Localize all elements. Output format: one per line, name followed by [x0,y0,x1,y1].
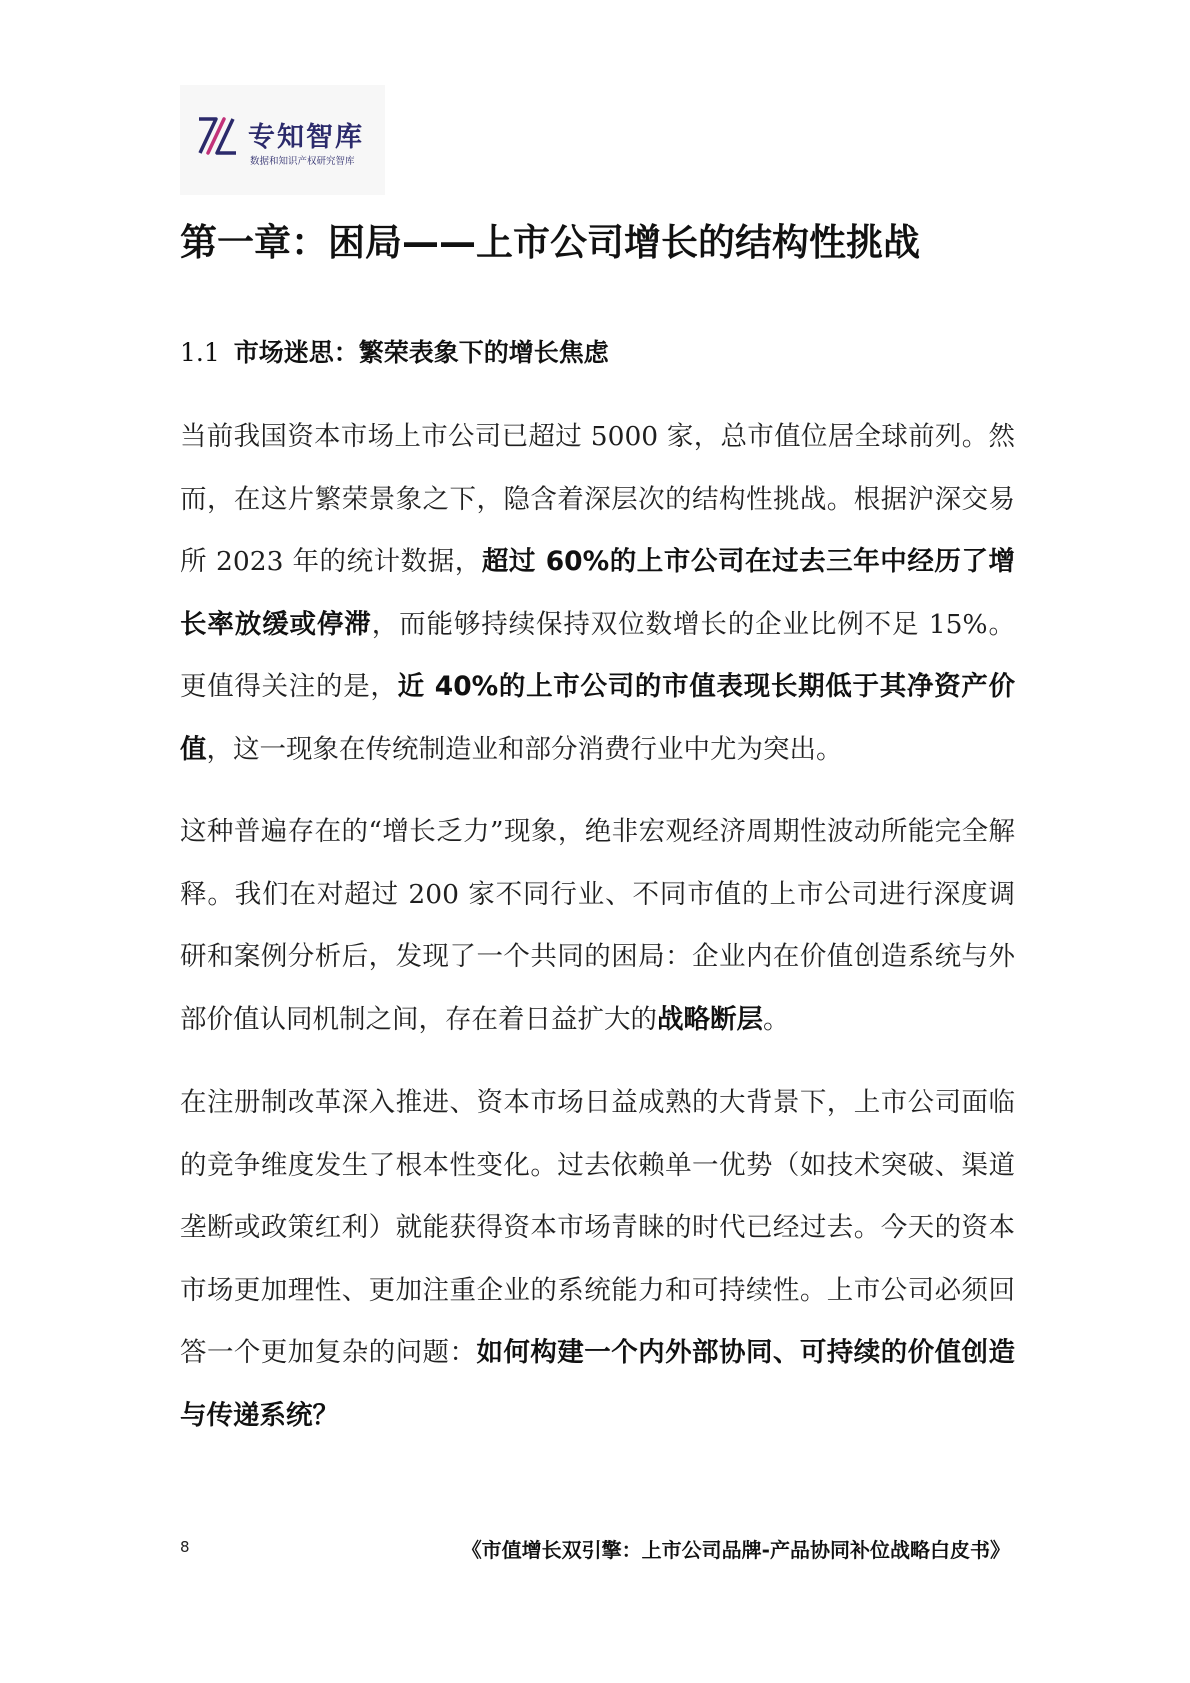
logo [180,85,385,195]
bold-highlight: 超过 60%的上市公司在过去三年中经历了增长率放缓或停滞 [180,546,1015,640]
paragraph-2 [180,801,1015,1051]
paragraph-text: ，这一现象在传统制造业和部分消费行业中尤为突出。 [206,733,843,765]
paragraph-text: 。 [763,1003,790,1035]
paragraph-text: 这种普遍存在的“增长乏力”现象，绝非宏观经济周期性波动所能完全解释。我们在对超过 200 家不同行业、不同市值的上市公司进行深度调研和案例分析后，发现了一个共同的困局：企业内在价值创造系统与外部价值认同机制之间，存在着日益扩大的 [180,816,1015,1035]
paragraph-text: 在注册制改革深入推进、资本市场日益成熟的大背景下，上市公司面临的竞争维度发生了根本性变化。过去依赖单一优势（如技术突破、渠道垄断或政策红利）就能获得资本市场青睐的时代已经过去。今天的资本市场更加理性、更加注重企业的系统能力和可持续性。上市公司必须回答一个更加复杂的问题： [180,1087,1015,1368]
section-title [180,333,609,369]
chapter-title: 第一章：困局——上市公司增长的结构性挑战 [180,221,920,264]
bold-highlight: 近 40%的上市公司的市值表现长期低于其净资产价值 [180,671,1016,765]
paragraph-text: ，而能够持续保持双位数增长的企业比例不足 15%。更值得关注的是， [180,608,1016,702]
footer-document-title: 《市值增长双引擎：上市公司品牌-产品协同补位战略白皮书》 [461,1538,1010,1562]
zhuanzhi-logo-icon [196,115,238,157]
paragraph-3 [180,1072,1015,1447]
logo-title: 专知智库 [248,122,364,153]
logo-subtitle: 数据和知识产权研究智库 [250,156,355,167]
section-number: 1.1 [180,338,220,367]
section-title-text: 市场迷思：繁荣表象下的增长焦虑 [233,338,609,367]
bold-highlight: 如何构建一个内外部协同、可持续的价值创造与传递系统？ [180,1337,1016,1431]
paragraph-1 [180,406,1015,781]
paragraph-text: 当前我国资本市场上市公司已超过 5000 家，总市值位居全球前列。然而，在这片繁荣景象之下，隐含着深层次的结构性挑战。根据沪深交易所 2023 年的统计数据， [180,421,1015,577]
bold-highlight: 战略断层 [657,1003,763,1035]
page-number: 8 [180,1538,190,1556]
